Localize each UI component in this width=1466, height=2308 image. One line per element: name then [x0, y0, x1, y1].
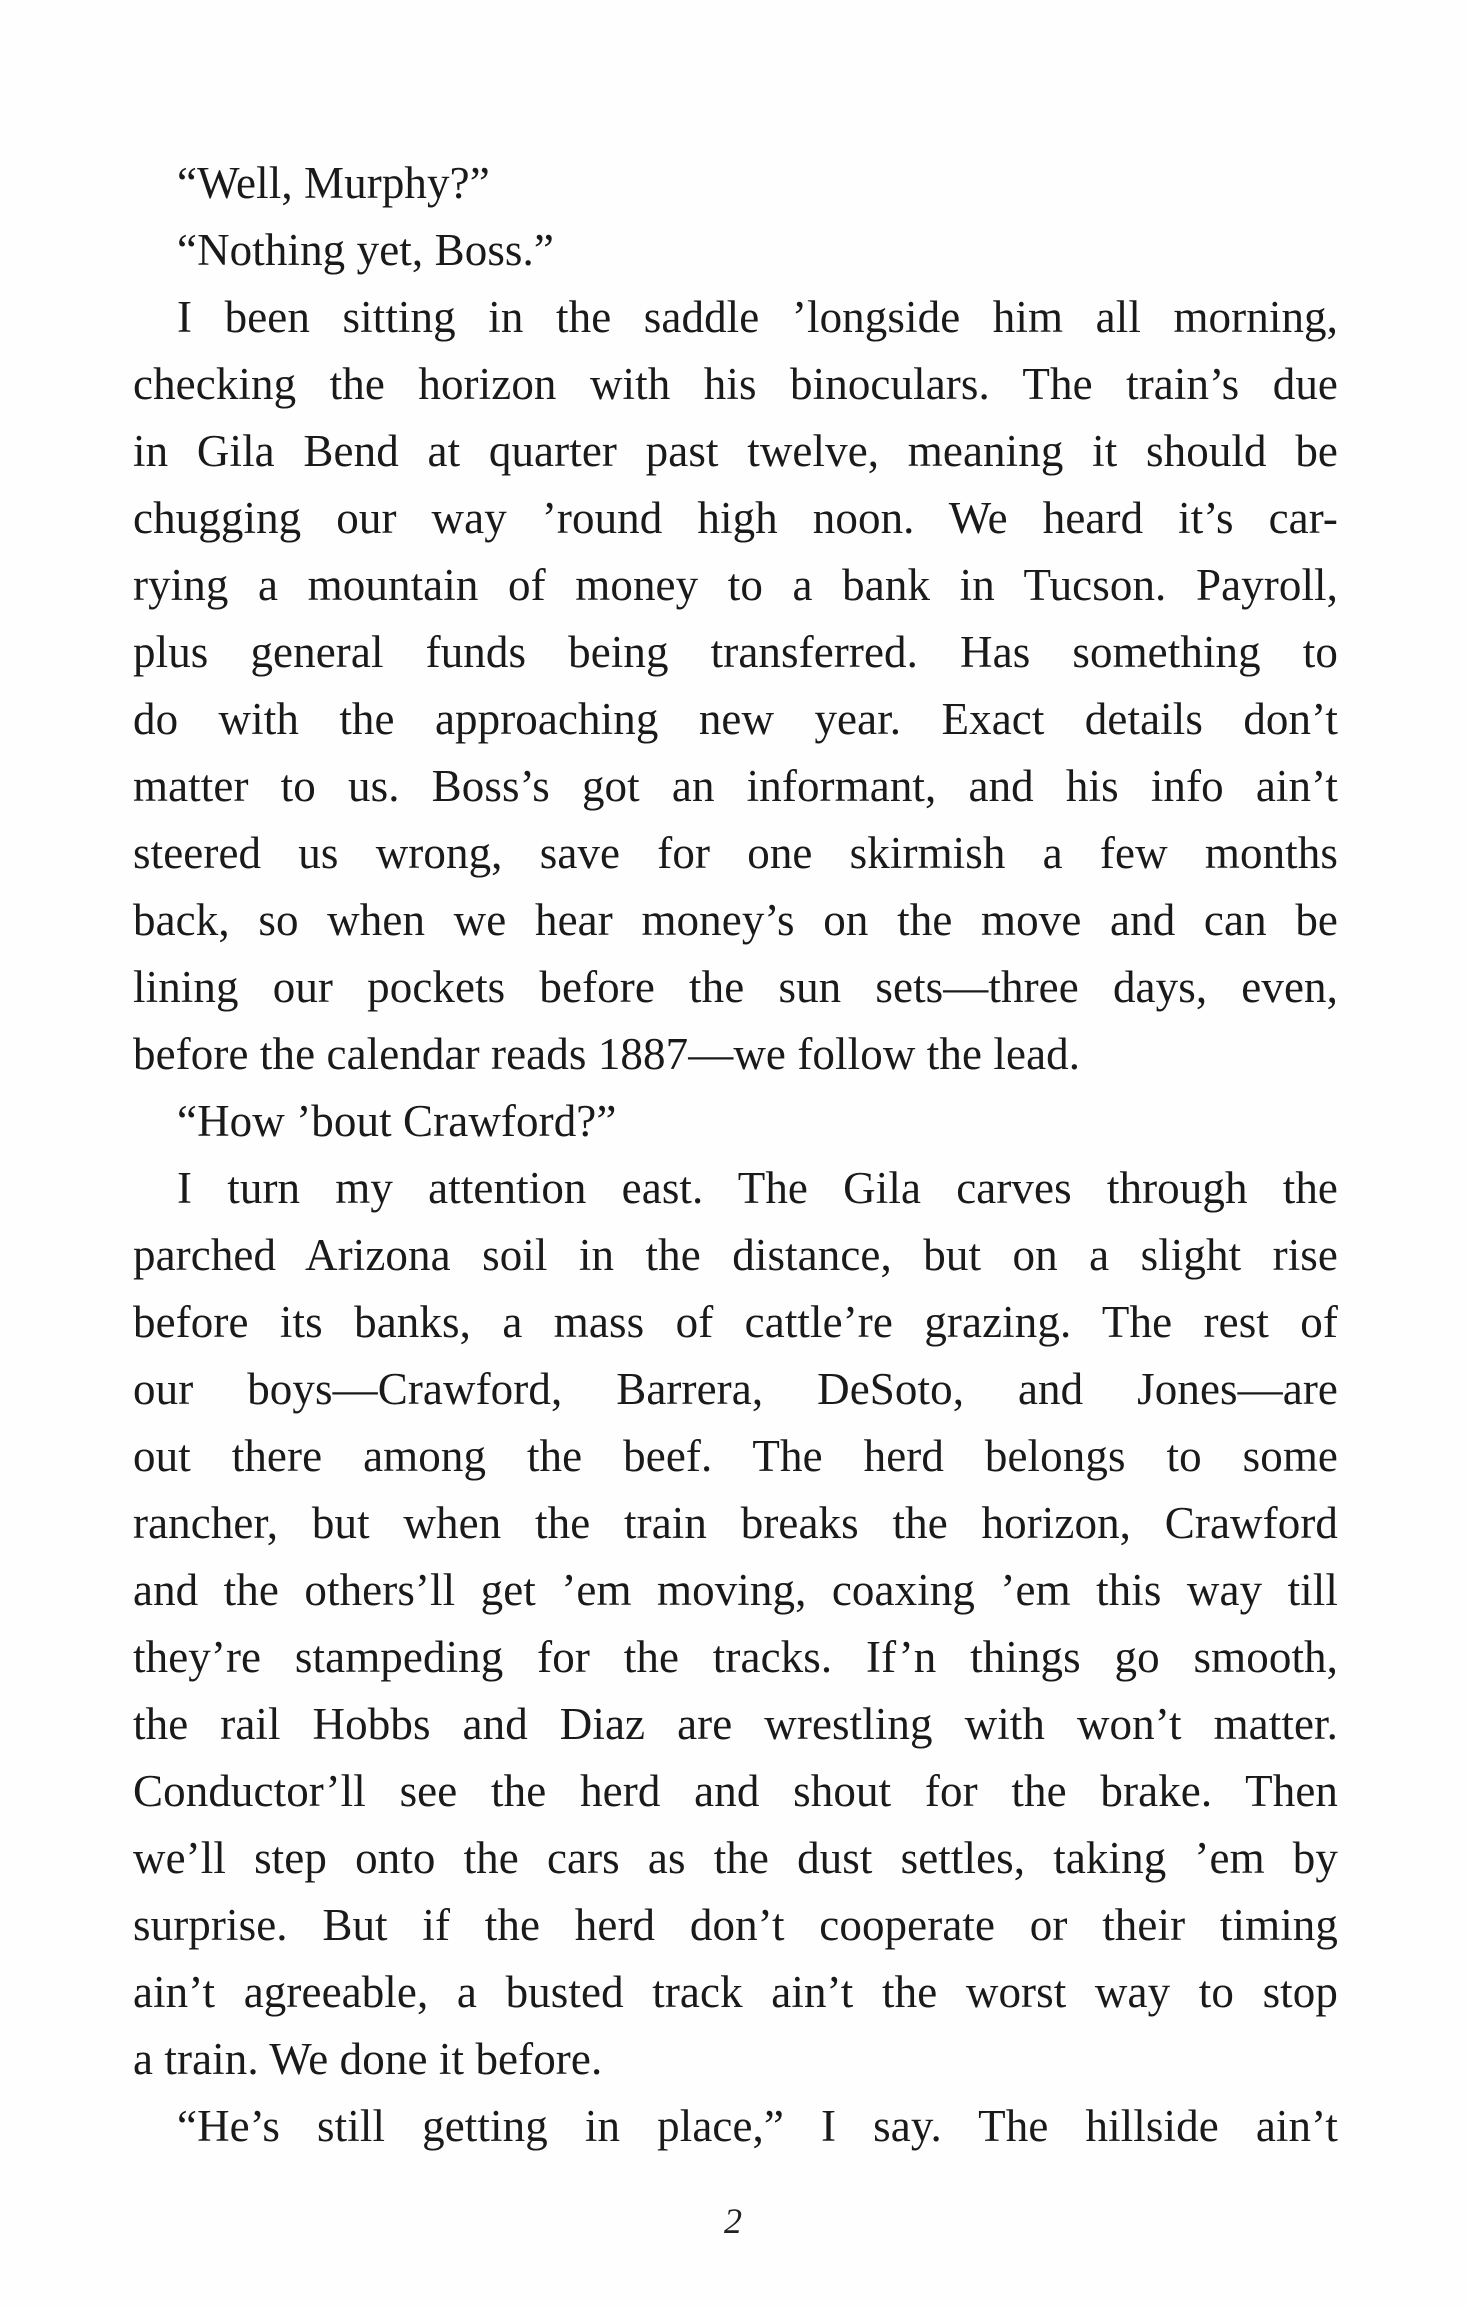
text-line: ain’t agreeable, a busted track ain’t the worst way to stop — [133, 1967, 1338, 2017]
text-line: they’re stampeding for the tracks. If’n things go smooth, — [133, 1632, 1338, 1682]
text-line: do with the approaching new year. Exact details don’t — [133, 694, 1338, 744]
text-line: and the others’ll get ’em moving, coaxing ’em this way till — [133, 1565, 1338, 1615]
text-line: rying a mountain of money to a bank in Tucson. Payroll, — [133, 560, 1338, 610]
text-line: lining our pockets before the sun sets—three days, even, — [133, 962, 1338, 1012]
page-number: 2 — [724, 2201, 742, 2241]
text-line: I turn my attention east. The Gila carves through the — [177, 1163, 1338, 1213]
text-line: “Well, Murphy?” — [177, 158, 490, 208]
text-line: in Gila Bend at quarter past twelve, meaning it should be — [133, 426, 1338, 476]
text-line: surprise. But if the herd don’t cooperate or their timing — [133, 1900, 1338, 1950]
text-line: parched Arizona soil in the distance, but on a slight rise — [133, 1230, 1338, 1280]
text-line: “He’s still getting in place,” I say. The hillside ain’t — [177, 2101, 1338, 2151]
text-line: checking the horizon with his binoculars. The train’s due — [133, 359, 1338, 409]
text-line: before the calendar reads 1887—we follow the lead. — [133, 1029, 1081, 1079]
text-line: before its banks, a mass of cattle’re grazing. The rest of — [133, 1297, 1338, 1347]
text-line: “How ’bout Crawford?” — [177, 1096, 617, 1146]
text-line: steered us wrong, save for one skirmish a few months — [133, 828, 1338, 878]
text-line: back, so when we hear money’s on the move and can be — [133, 895, 1338, 945]
body-text — [133, 150, 1338, 2160]
text-line: Conductor’ll see the herd and shout for the brake. Then — [133, 1766, 1338, 1816]
text-line: matter to us. Boss’s got an informant, and his info ain’t — [133, 761, 1338, 811]
text-line: our boys—Crawford, Barrera, DeSoto, and Jones—are — [133, 1364, 1338, 1414]
text-line: plus general funds being transferred. Has something to — [133, 627, 1338, 677]
text-line: I been sitting in the saddle ’longside him all morning, — [177, 292, 1338, 342]
text-line: chugging our way ’round high noon. We heard it’s car- — [133, 493, 1338, 543]
text-line: a train. We done it before. — [133, 2034, 603, 2084]
text-line: the rail Hobbs and Diaz are wrestling with won’t matter. — [133, 1699, 1338, 1749]
text-line: rancher, but when the train breaks the horizon, Crawford — [133, 1498, 1338, 1548]
text-line: out there among the beef. The herd belongs to some — [133, 1431, 1338, 1481]
text-line: “Nothing yet, Boss.” — [177, 225, 554, 275]
text-line: we’ll step onto the cars as the dust settles, taking ’em by — [133, 1833, 1338, 1883]
